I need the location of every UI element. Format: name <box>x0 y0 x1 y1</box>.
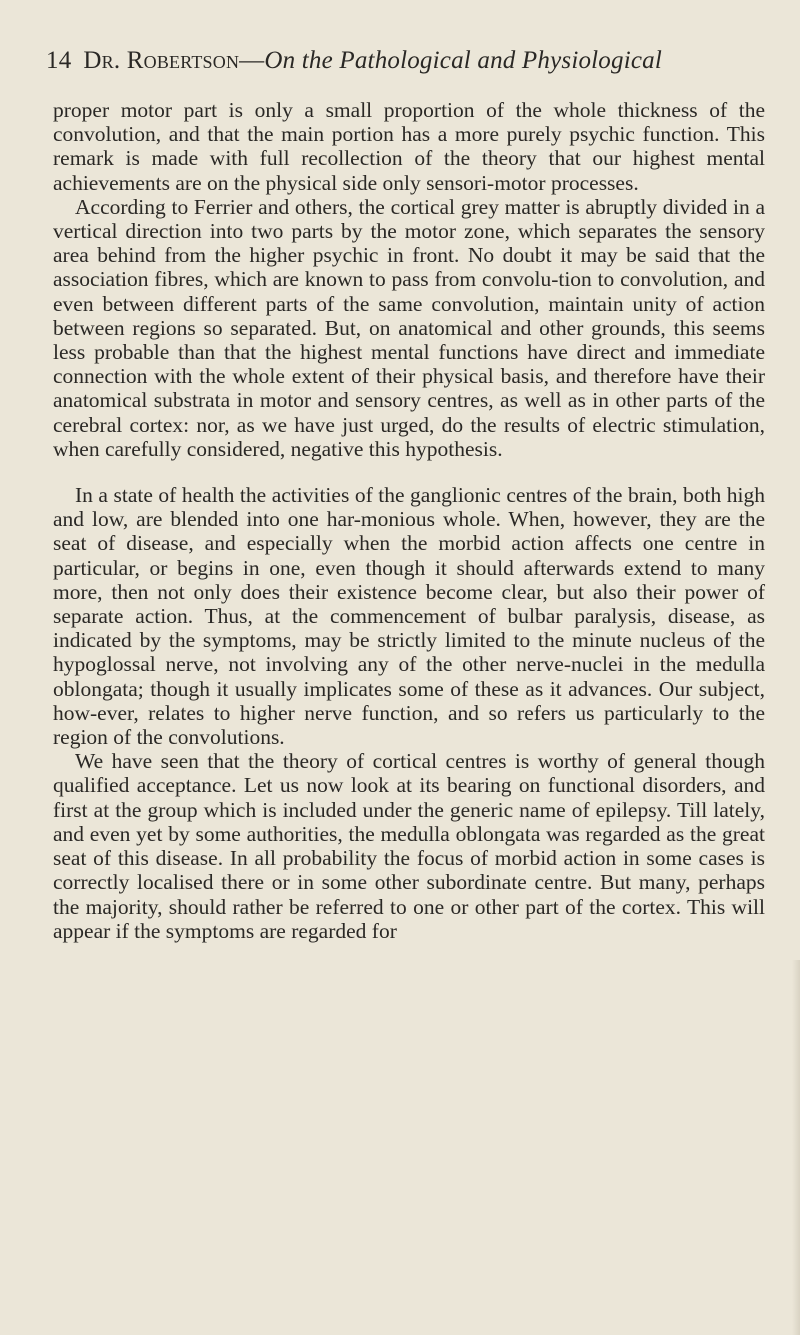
paragraph-gap <box>53 461 765 483</box>
header-title: On the Pathological and Physiological <box>264 47 662 74</box>
paragraph-4: We have seen that the theory of cortical centres is worthy of general though qualified acceptance. Let us now look at its bearing on functional disorders, and first at the group which is included under the generic name of epilepsy. Till lately, and even yet by some authorities, the medulla oblongata was regarded as the great seat of this disease. In all probability the focus of morbid action in some cases is correctly localised there or in some other subordinate centre. But many, perhaps the majority, should rather be referred to one or other part of the cortex. This will appear if the symptoms are regarded for <box>53 749 765 943</box>
running-header <box>46 46 766 76</box>
page-edge-shadow <box>792 960 800 1335</box>
body-text <box>53 98 765 943</box>
header-separator: — <box>239 47 265 74</box>
header-author: Dr. Robertson <box>83 47 240 74</box>
paragraph-1: proper motor part is only a small proportion of the whole thickness of the convolution, and that the main portion has a more purely psychic function. This remark is made with full recollection of the theory that our highest mental achievements are on the physical side only sensori-motor processes. <box>53 98 765 195</box>
page-number: 14 <box>46 47 72 74</box>
paragraph-3: In a state of health the activities of the ganglionic centres of the brain, both high and low, are blended into one har-monious whole. When, however, they are the seat of disease, and especially when the morbid action affects one centre in particular, or begins in one, even though it should afterwards extend to many more, then not only does their existence become clear, but also their power of separate action. Thus, at the commencement of bulbar paralysis, disease, as indicated by the symptoms, may be strictly limited to the minute nucleus of the hypoglossal nerve, not involving any of the other nerve-nuclei in the medulla oblongata; though it usually implicates some of these as it advances. Our subject, how-ever, relates to higher nerve function, and so refers us particularly to the region of the convolutions. <box>53 483 765 750</box>
paragraph-2: According to Ferrier and others, the cortical grey matter is abruptly divided in a vertical direction into two parts by the motor zone, which separates the sensory area behind from the higher psychic in front. No doubt it may be said that the association fibres, which are known to pass from convolu-tion to convolution, and even between different parts of the same convolution, maintain unity of action between regions so separated. But, on anatomical and other grounds, this seems less probable than that the highest mental functions have direct and immediate connection with the whole extent of their physical basis, and therefore have their anatomical substrata in motor and sensory centres, as well as in other parts of the cerebral cortex: nor, as we have just urged, do the results of electric stimulation, when carefully considered, negative this hypothesis. <box>53 194 765 461</box>
